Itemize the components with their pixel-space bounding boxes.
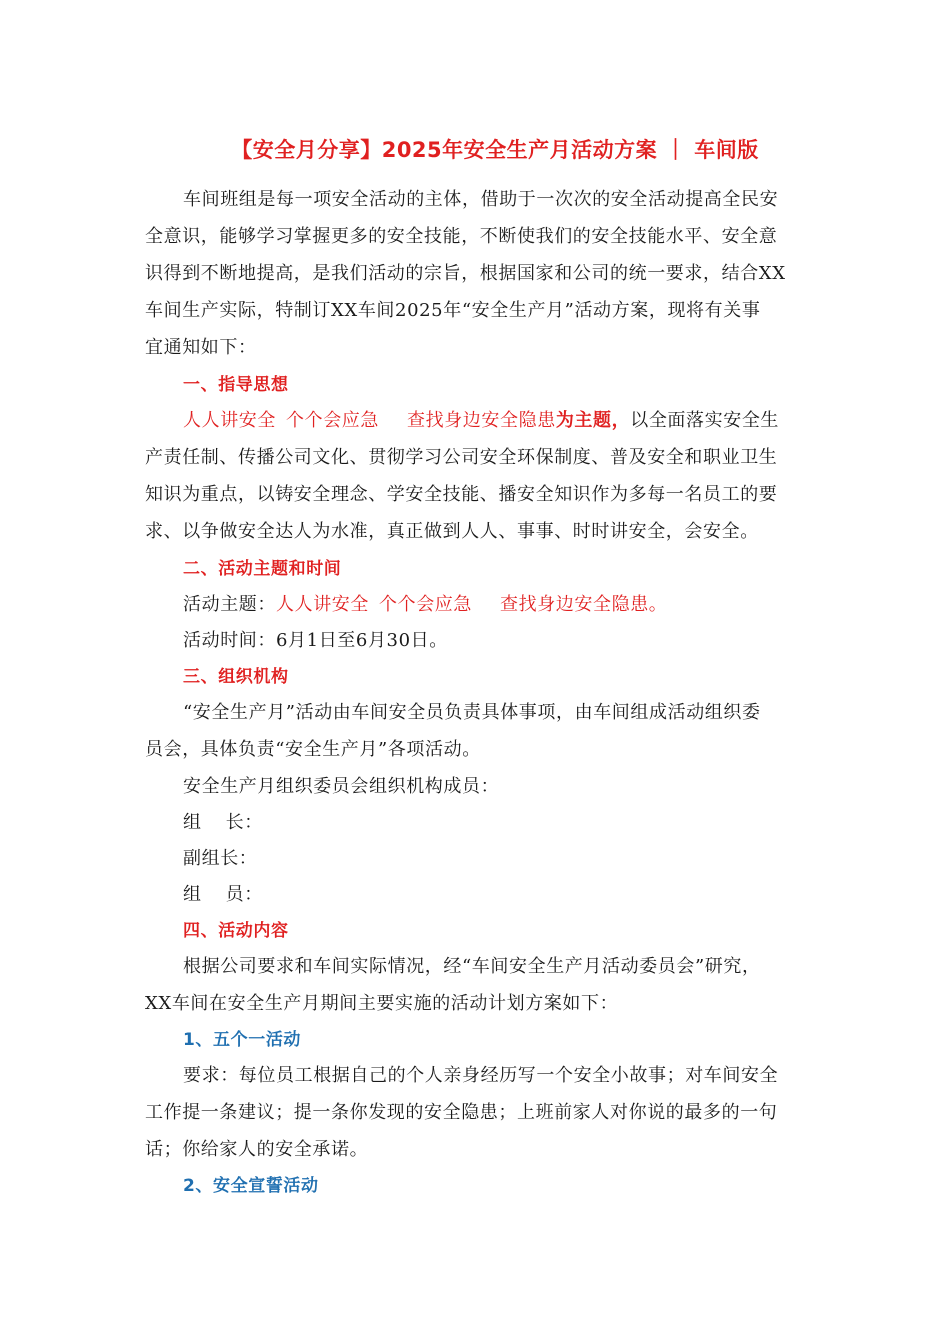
activity-theme-line: [183, 593, 667, 617]
section1-line-4: 求、以争做安全达人为水准，真正做到人人、事事、时时讲安全，会安全。: [145, 521, 759, 542]
leader-line: [183, 811, 263, 835]
slogan-hazard: 查找身边安全隐患: [407, 410, 556, 431]
section-heading-theme-time: 二、活动主题和时间: [183, 559, 342, 579]
section1-line-1-rest: 以全面落实安全生: [630, 410, 780, 431]
section-heading-guiding-ideology: 一、指导思想: [183, 375, 289, 395]
activity-theme-c: 查找身边安全隐患。: [500, 594, 668, 615]
section1-line-1: [183, 409, 779, 433]
intro-line-2: 全意识，能够学习掌握更多的安全技能，不断使我们的安全技能水平、安全意: [145, 226, 778, 247]
subsection-heading-safety-oath: 2、安全宣誓活动: [183, 1176, 319, 1196]
section-heading-content: 四、活动内容: [183, 921, 289, 941]
section4-line-2: XX车间在安全生产月期间主要实施的活动计划方案如下：: [145, 993, 619, 1014]
activity-theme-a: 人人讲安全: [276, 594, 369, 615]
deputy-leader-line: 副组长：: [183, 848, 258, 869]
slogan-safety: 人人讲安全: [183, 410, 276, 431]
sub1-line-1: 要求：每位员工根据自己的个人亲身经历写一个安全小故事；对车间安全: [183, 1065, 779, 1086]
theme-label: 为主题，: [555, 410, 631, 431]
leader-label-a: 组: [183, 812, 202, 833]
activity-theme-label: 活动主题：: [183, 594, 276, 615]
member-label-a: 组: [183, 884, 202, 905]
sub1-line-3: 话；你给家人的安全承诺。: [145, 1139, 369, 1160]
section4-line-1: 根据公司要求和车间实际情况，经“车间安全生产月活动委员会”研究，: [183, 956, 761, 977]
sub1-line-2: 工作提一条建议；提一条你发现的安全隐患；上班前家人对你说的最多的一句: [145, 1102, 778, 1123]
leader-label-b: 长：: [225, 812, 263, 833]
section1-line-3: 知识为重点，以铸安全理念、学安全技能、播安全知识作为多每一名员工的要: [145, 484, 778, 505]
subsection-heading-five-ones: 1、五个一活动: [183, 1030, 302, 1050]
intro-line-1: 车间班组是每一项安全活动的主体，借助于一次次的安全活动提高全民安: [183, 189, 779, 210]
members-title: 安全生产月组织委员会组织机构成员：: [183, 776, 500, 797]
section3-line-2: 员会，具体负责“安全生产月”各项活动。: [145, 739, 481, 760]
slogan-emergency: 个个会应急: [286, 410, 379, 431]
intro-line-3: 识得到不断地提高，是我们活动的宗旨，根据国家和公司的统一要求，结合XX: [145, 263, 786, 284]
section1-line-2: 产责任制、传播公司文化、贯彻学习公司安全环保制度、普及安全和职业卫生: [145, 447, 778, 468]
intro-line-4: 车间生产实际，特制订XX车间2025年“安全生产月”活动方案，现将有关事: [145, 300, 761, 321]
activity-time-line: 活动时间：6月1日至6月30日。: [183, 630, 448, 651]
member-line: [183, 883, 263, 907]
section-heading-organization: 三、组织机构: [183, 667, 289, 687]
member-label-b: 员：: [225, 884, 263, 905]
intro-line-5: 宜通知如下：: [145, 337, 257, 358]
document-title: 【安全月分享】2025年安全生产月活动方案 ｜ 车间版: [231, 138, 759, 162]
section3-line-1: “安全生产月”活动由车间安全员负责具体事项，由车间组成活动组织委: [183, 702, 761, 723]
activity-theme-b: 个个会应急: [379, 594, 472, 615]
